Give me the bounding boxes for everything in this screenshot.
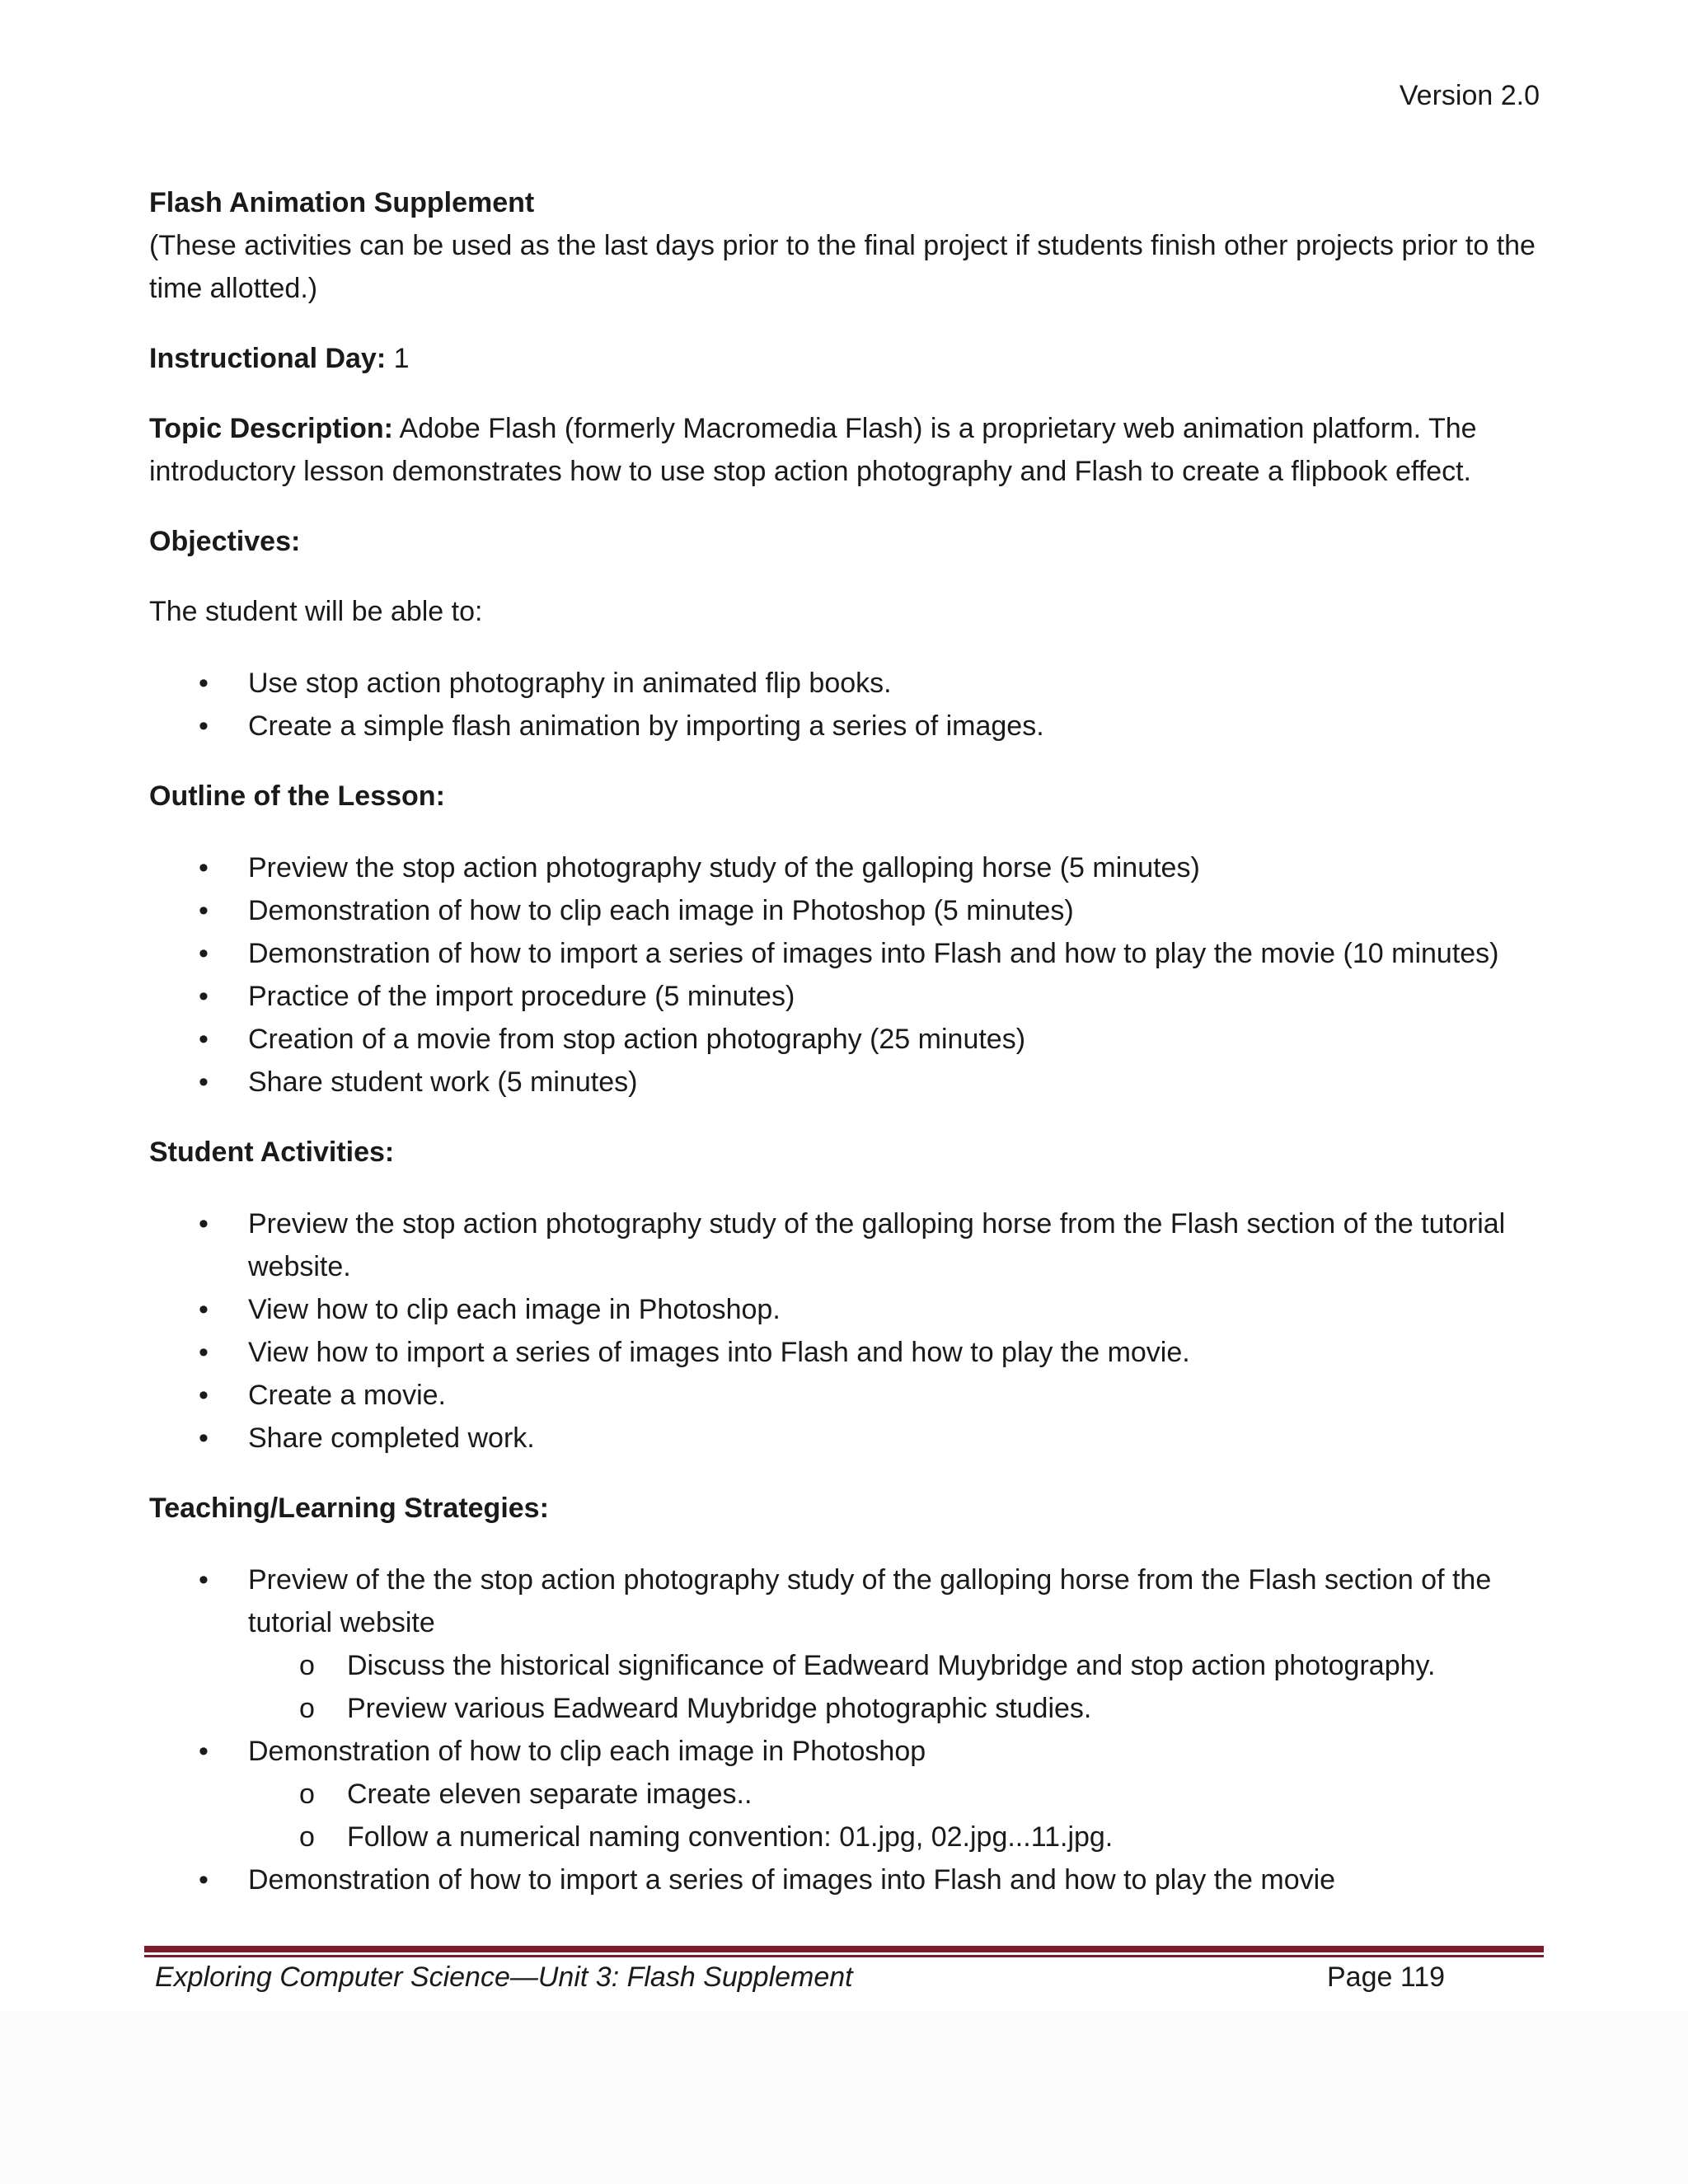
list-item [149, 975, 1542, 1018]
list-item [149, 1061, 1542, 1104]
list-item [149, 1288, 1542, 1331]
list-item-text: Preview the stop action photography study of the galloping horse from the Flash section of the tutorial website. [248, 1208, 1506, 1282]
strategies-heading: Teaching/Learning Strategies: [149, 1493, 549, 1524]
instructional-day-label: Instructional Day: [149, 343, 387, 374]
sub-list [248, 1644, 1542, 1730]
list-item-text: Share student work (5 minutes) [248, 1066, 638, 1098]
list-item [149, 889, 1542, 932]
sub-list-item [149, 1687, 1542, 1730]
sub-list-item [149, 1773, 1542, 1816]
bullet-icon: • [199, 1066, 209, 1098]
footer-title: Exploring Computer Science—Unit 3: Flash Supplement [155, 1961, 853, 1993]
list-item [149, 1374, 1542, 1417]
list-item-text: Creation of a movie from stop action photography (25 minutes) [248, 1024, 1026, 1055]
list-item-text: Preview of the the stop action photography study of the galloping horse from the Flash section of the tutorial website [248, 1564, 1492, 1638]
list-item [149, 1417, 1542, 1460]
objectives-heading: Objectives: [149, 526, 301, 557]
bullet-icon: • [199, 1564, 209, 1596]
bullet-icon: • [199, 981, 209, 1012]
list-item-text: View how to import a series of images into Flash and how to play the movie. [248, 1337, 1190, 1368]
footer-rule-thin [144, 1955, 1544, 1957]
list-item-text: View how to clip each image in Photoshop. [248, 1294, 781, 1325]
page-number: Page 119 [1327, 1961, 1446, 1993]
list-item-text: Create a movie. [248, 1380, 446, 1411]
bullet-icon: • [199, 938, 209, 969]
list-item [149, 1858, 1542, 1901]
list-item-text: Create a simple flash animation by importing a series of images. [248, 710, 1044, 742]
list-item-text: Demonstration of how to clip each image in Photoshop [248, 1736, 926, 1767]
list-item-text: Demonstration of how to import a series of images into Flash and how to play the movie (10 minutes) [248, 938, 1499, 969]
strategies-list [149, 1558, 1542, 1901]
list-item [149, 1331, 1542, 1374]
list-item-text: Demonstration of how to clip each image in Photoshop (5 minutes) [248, 895, 1074, 926]
document-title: Flash Animation Supplement [149, 187, 535, 218]
bullet-icon: • [199, 1208, 209, 1240]
objectives-lead: The student will be able to: [149, 596, 483, 627]
list-item [149, 846, 1542, 889]
sub-list-item [149, 1816, 1542, 1858]
sub-bullet-icon: o [299, 1821, 315, 1853]
version-label: Version 2.0 [1399, 80, 1540, 111]
bullet-icon: • [199, 1422, 209, 1454]
document-body [149, 181, 1542, 1901]
list-item-text: Use stop action photography in animated flip books. [248, 668, 892, 699]
bullet-icon: • [199, 1864, 209, 1896]
objectives-list [149, 662, 1542, 748]
bullet-icon: • [199, 1024, 209, 1055]
bullet-icon: • [199, 895, 209, 926]
list-item [149, 1018, 1542, 1061]
sub-list-item-text: Create eleven separate images.. [347, 1779, 753, 1810]
topic-description [149, 407, 1542, 493]
bullet-icon: • [199, 710, 209, 742]
instructional-day [149, 337, 1542, 380]
bullet-icon: • [199, 1294, 209, 1325]
list-item-text: Practice of the import procedure (5 minutes) [248, 981, 795, 1012]
outline-list [149, 846, 1542, 1104]
page-bottom-shade [0, 2011, 1688, 2184]
list-item-text: Demonstration of how to import a series of images into Flash and how to play the movie [248, 1864, 1336, 1896]
intro-paragraph: (These activities can be used as the last days prior to the final project if students finish other projects prior to the time allotted.) [149, 230, 1536, 304]
bullet-icon: • [199, 1736, 209, 1767]
activities-list [149, 1202, 1542, 1460]
sub-list-item-text: Follow a numerical naming convention: 01.jpg, 02.jpg...11.jpg. [347, 1821, 1114, 1853]
instructional-day-value: 1 [386, 343, 410, 374]
sub-list-item [149, 1644, 1542, 1687]
bullet-icon: • [199, 1337, 209, 1368]
bullet-icon: • [199, 1380, 209, 1411]
sub-list [248, 1773, 1542, 1858]
list-item [149, 932, 1542, 975]
bullet-icon: • [199, 668, 209, 699]
sub-list-item-text: Preview various Eadweard Muybridge photographic studies. [347, 1693, 1092, 1724]
sub-bullet-icon: o [299, 1779, 315, 1810]
list-item-text: Preview the stop action photography study of the galloping horse (5 minutes) [248, 852, 1200, 883]
sub-bullet-icon: o [299, 1693, 315, 1724]
topic-text: Adobe Flash (formerly Macromedia Flash) is a proprietary web animation platform. The introductory lesson demonstrates how to use stop action photography and Flash to create a flipbook effect. [149, 413, 1477, 487]
activities-heading: Student Activities: [149, 1137, 395, 1168]
sub-bullet-icon: o [299, 1650, 315, 1681]
list-item [149, 1558, 1542, 1730]
list-item [149, 705, 1542, 748]
outline-heading: Outline of the Lesson: [149, 780, 445, 812]
topic-label: Topic Description: [149, 413, 393, 444]
list-item [149, 1202, 1542, 1288]
list-item [149, 1730, 1542, 1858]
list-item-text: Share completed work. [248, 1422, 535, 1454]
list-item [149, 662, 1542, 705]
footer-rule [144, 1946, 1544, 1952]
sub-list-item-text: Discuss the historical significance of Eadweard Muybridge and stop action photography. [347, 1650, 1436, 1681]
bullet-icon: • [199, 852, 209, 883]
